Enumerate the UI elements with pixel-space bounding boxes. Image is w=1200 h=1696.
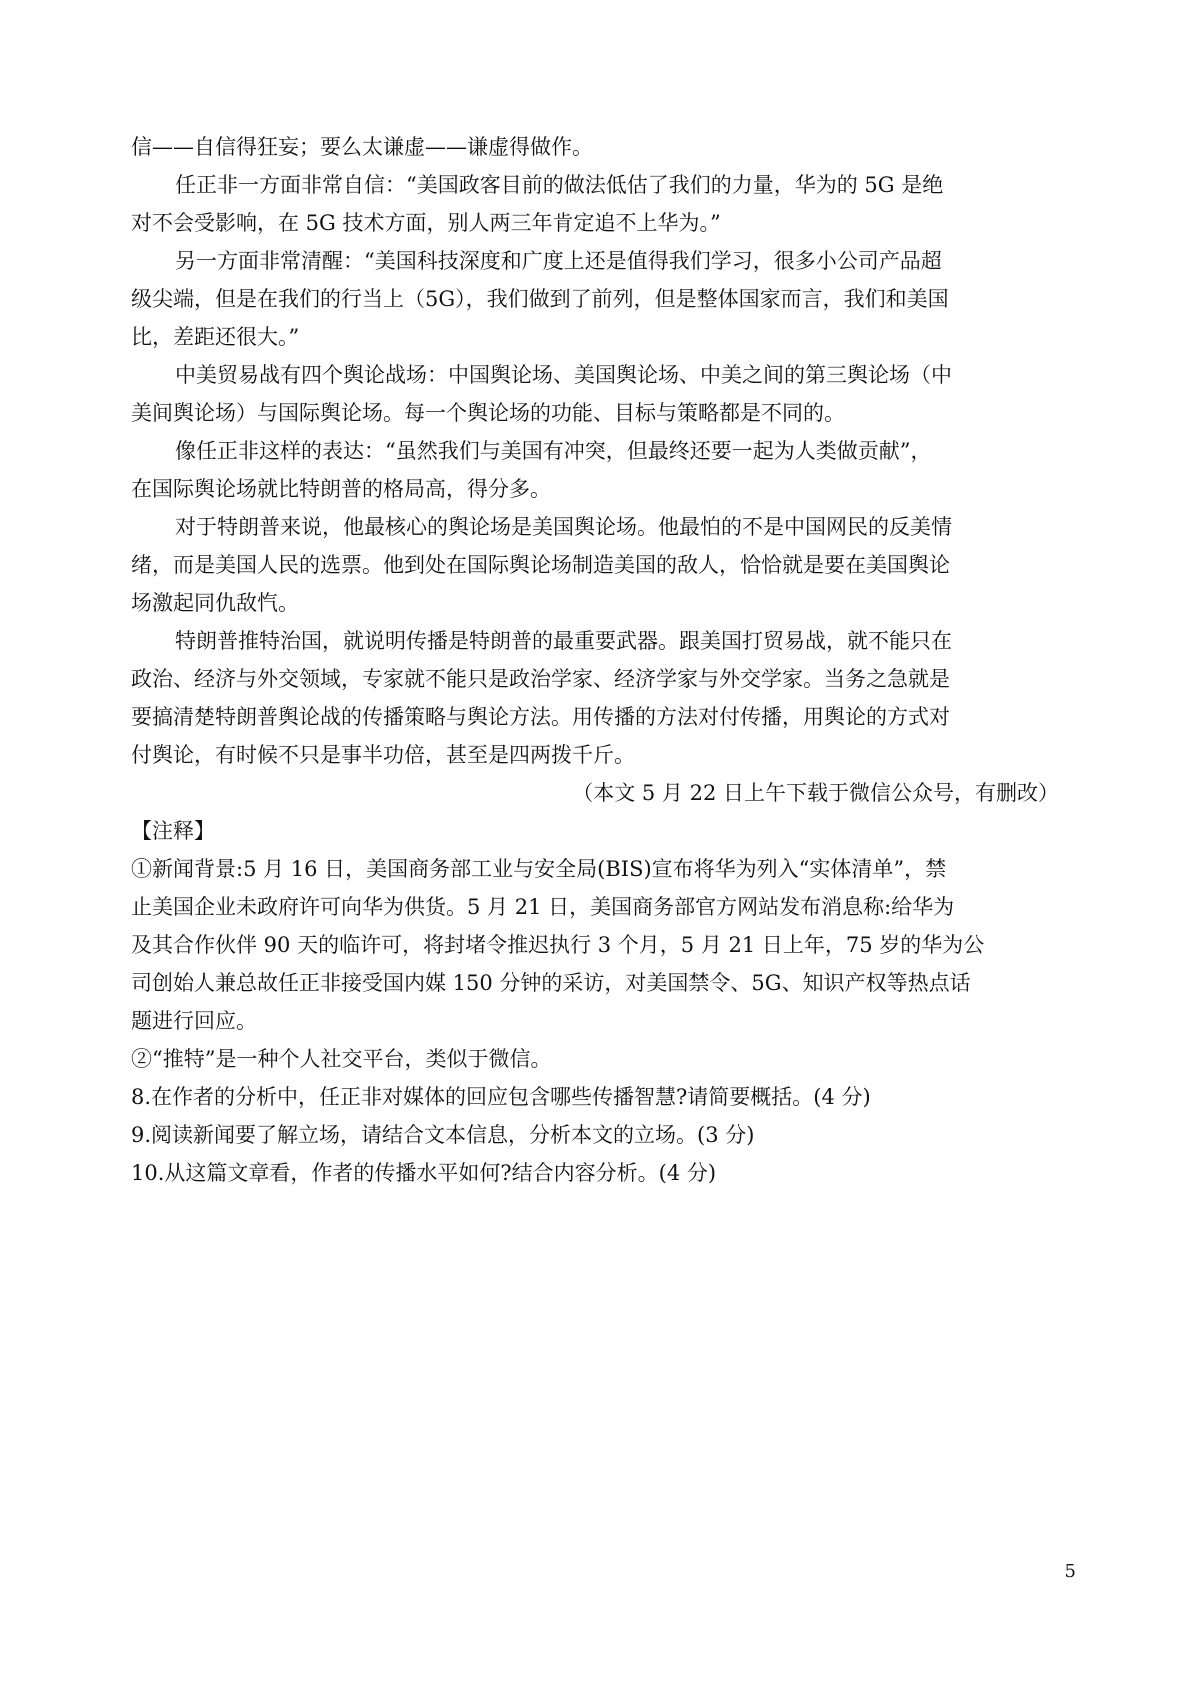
source-note: （本文 5 月 22 日上午下载于微信公众号，有删改） xyxy=(572,781,1059,805)
question-item: 10.从这篇文章看，作者的传播水平如何?结合内容分析。(4 分) xyxy=(131,1161,717,1185)
question-item: 8.在作者的分析中，任正非对媒体的回应包含哪些传播智慧?请简要概括。(4 分) xyxy=(131,1085,871,1109)
body-line: 中美贸易战有四个舆论战场：中国舆论场、美国舆论场、中美之间的第三舆论场（中 xyxy=(175,363,952,387)
body-line: 政治、经济与外交领域，专家就不能只是政治学家、经济学家与外交学家。当务之急就是 xyxy=(131,667,950,691)
body-line: 美间舆论场）与国际舆论场。每一个舆论场的功能、目标与策略都是不同的。 xyxy=(131,401,845,425)
body-line: 信——自信得狂妄；要么太谦虚——谦虚得做作。 xyxy=(131,135,593,159)
body-line: 比，差距还很大。” xyxy=(131,325,300,349)
body-line: 级尖端，但是在我们的行当上（5G），我们做到了前列，但是整体国家而言，我们和美国 xyxy=(131,287,949,311)
body-line: 付舆论，有时候不只是事半功倍，甚至是四两拨千斤。 xyxy=(131,743,635,767)
body-line: 任正非一方面非常自信：“美国政客目前的做法低估了我们的力量，华为的 5G 是绝 xyxy=(175,173,944,197)
notes-heading: 【注释】 xyxy=(131,819,215,843)
body-line: 场激起同仇敌忾。 xyxy=(131,591,299,615)
question-item: 9.阅读新闻要了解立场，请结合文本信息，分析本文的立场。(3 分) xyxy=(131,1123,755,1147)
body-line: 绪，而是美国人民的选票。他到处在国际舆论场制造美国的敌人，恰恰就是要在美国舆论 xyxy=(131,553,950,577)
note-line: 止美国企业未政府许可向华为供货。5 月 21 日，美国商务部官方网站发布消息称:给华为 xyxy=(131,895,955,919)
body-line: 在国际舆论场就比特朗普的格局高，得分多。 xyxy=(131,477,551,501)
body-line: 特朗普推特治国，就说明传播是特朗普的最重要武器。跟美国打贸易战，就不能只在 xyxy=(175,629,952,653)
page-number: 5 xyxy=(1064,1561,1076,1582)
body-line: 像任正非这样的表达：“虽然我们与美国有冲突，但最终还要一起为人类做贡献”， xyxy=(175,439,932,463)
note-line: 司创始人兼总故任正非接受国内媒 150 分钟的采访，对美国禁令、5G、知识产权等热点话 xyxy=(131,971,971,995)
notes-section xyxy=(131,850,1071,1078)
questions-section xyxy=(131,1078,1071,1192)
note-line: ①新闻背景:5 月 16 日，美国商务部工业与安全局(BIS)宣布将华为列入“实体清单”，禁 xyxy=(131,857,947,881)
page-content xyxy=(131,128,1071,1192)
note-line: 及其合作伙伴 90 天的临许可，将封堵令推迟执行 3 个月，5 月 21 日上年，75 岁的华为公 xyxy=(131,933,985,957)
note-line: 题进行回应。 xyxy=(131,1009,257,1033)
article-body xyxy=(131,128,1071,774)
body-line: 对不会受影响，在 5G 技术方面，别人两三年肯定追不上华为。” xyxy=(131,211,721,235)
body-line: 对于特朗普来说，他最核心的舆论场是美国舆论场。他最怕的不是中国网民的反美情 xyxy=(175,515,952,539)
body-line: 要搞清楚特朗普舆论战的传播策略与舆论方法。用传播的方法对付传播，用舆论的方式对 xyxy=(131,705,950,729)
body-line: 另一方面非常清醒：“美国科技深度和广度上还是值得我们学习，很多小公司产品超 xyxy=(175,249,942,273)
note-line: ②“推特”是一种个人社交平台，类似于微信。 xyxy=(131,1047,552,1071)
